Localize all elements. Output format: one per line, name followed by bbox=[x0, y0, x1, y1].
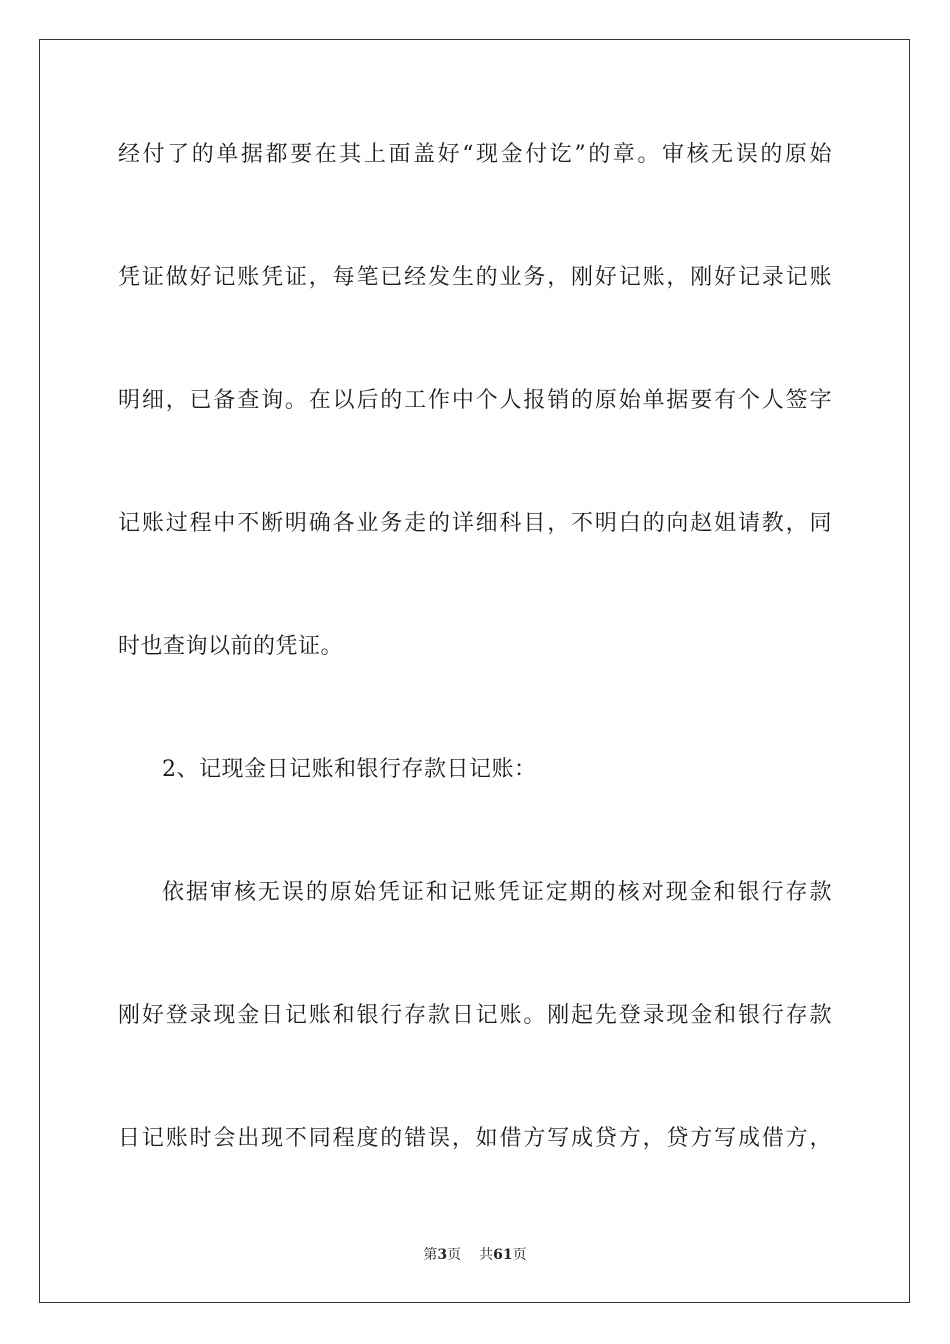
body-line-9: 日记账时会出现不同程度的错误，如借方写成贷方，贷方写成借方， bbox=[118, 1126, 832, 1151]
total-prefix: 共 bbox=[479, 1247, 494, 1263]
page-current: 3 bbox=[437, 1247, 448, 1263]
page-unit: 页 bbox=[447, 1247, 462, 1263]
body-line-2: 凭证做好记账凭证，每笔已经发生的业务，刚好记账，刚好记录记账 bbox=[118, 265, 832, 290]
page-total: 61 bbox=[493, 1247, 513, 1263]
body-line-8: 刚好登录现金日记账和银行存款日记账。刚起先登录现金和银行存款 bbox=[118, 1003, 832, 1028]
total-unit: 页 bbox=[512, 1247, 527, 1263]
page-prefix: 第 bbox=[423, 1247, 438, 1263]
page-footer bbox=[0, 1246, 950, 1264]
page-border bbox=[39, 39, 910, 1303]
body-line-1: 经付了的单据都要在其上面盖好“现金付讫”的章。审核无误的原始 bbox=[118, 142, 832, 167]
body-line-7: 依据审核无误的原始凭证和记账凭证定期的核对现金和银行存款 bbox=[162, 880, 832, 905]
section-heading: 2、记现金日记账和银行存款日记账： bbox=[162, 757, 537, 782]
body-line-3: 明细，已备查询。在以后的工作中个人报销的原始单据要有个人签字 bbox=[118, 388, 832, 413]
body-line-5: 时也查询以前的凭证。 bbox=[118, 634, 344, 659]
body-line-4: 记账过程中不断明确各业务走的详细科目，不明白的向赵姐请教，同 bbox=[118, 511, 832, 536]
